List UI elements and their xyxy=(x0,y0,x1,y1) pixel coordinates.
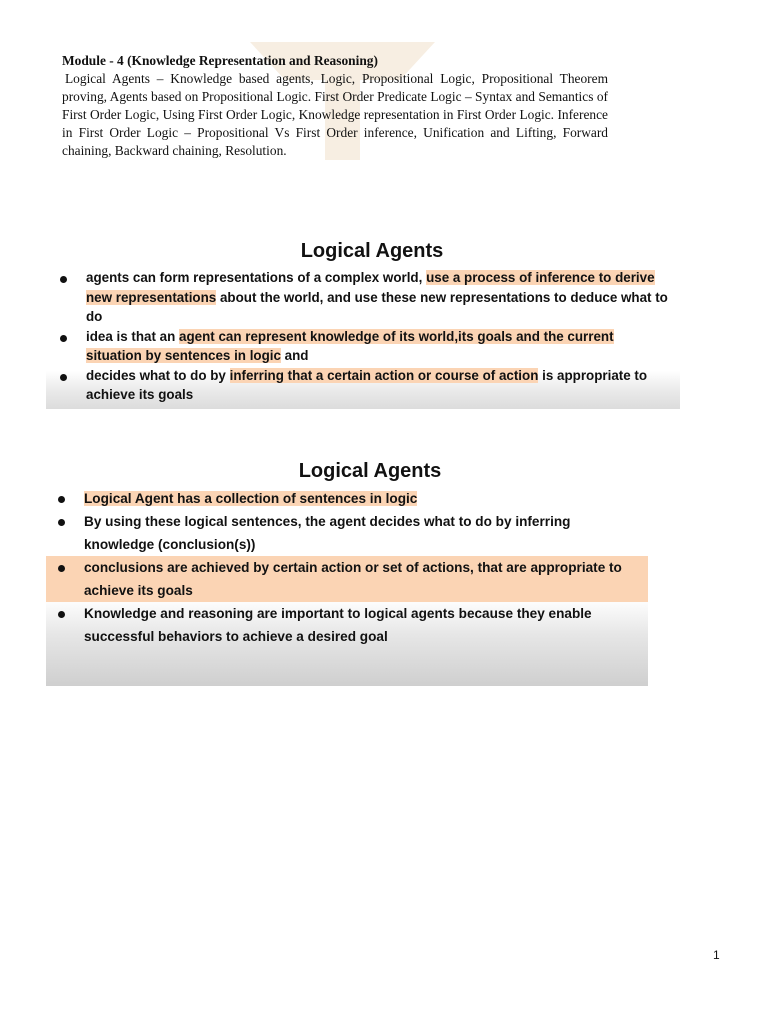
bullet-text: about the world, and use these new representations to deduce what to do xyxy=(86,289,668,324)
bullet-dot-icon xyxy=(58,611,65,618)
bullet-dot-icon xyxy=(58,496,65,503)
bullet-text: Knowledge and reasoning are important to logical agents because they enable successful behaviors to achieve a desired goal xyxy=(84,606,592,644)
bullet-text: is appropriate to achieve its goals xyxy=(86,367,648,402)
slide-logical-agents-1 xyxy=(46,234,680,409)
highlighted-text: Logical Agent has a collection of sentences in logic xyxy=(84,491,418,506)
bullet-item xyxy=(46,487,648,510)
bullet-item xyxy=(46,268,680,327)
bullet-text: and xyxy=(280,348,309,363)
bullet-text: By using these logical sentences, the agent decides what to do by inferring knowledge (conclusion(s)) xyxy=(84,514,571,552)
bullet-list xyxy=(46,268,680,405)
bullet-item xyxy=(46,602,648,648)
bullet-item xyxy=(46,327,680,366)
bullet-dot-icon xyxy=(60,335,67,342)
bullet-dot-icon xyxy=(60,374,67,381)
bullet-item xyxy=(46,510,648,556)
highlighted-text: agent can represent knowledge of its world,its goals and the current situation by sentences in logic xyxy=(86,328,614,363)
bullet-dot-icon xyxy=(58,565,65,572)
bullet-list xyxy=(46,487,648,648)
bullet-text: agents can form representations of a complex world, xyxy=(86,270,427,285)
highlighted-text: use a process of inference to derive new representations xyxy=(86,270,655,305)
bullet-dot-icon xyxy=(58,519,65,526)
module-description: Logical Agents – Knowledge based agents, Logic, Propositional Logic, Propositional Theorem proving, Agents based on Propositional Logic. First Order Predicate Logic – Syntax and Semantics of First Order Logic, Using First Order Logic, Knowledge representation in First Order Logic. Inference in First Order Logic – Propositional Vs First Order inference, Unification and Lifting, Forward chaining, Backward chaining, Resolution. xyxy=(62,71,608,158)
slide-title: Logical Agents xyxy=(298,460,442,482)
highlighted-text: conclusions are achieved by certain action or set of actions, that are appropriate to achieve its goals xyxy=(84,560,622,598)
bullet-item xyxy=(46,366,680,405)
page-number: 1 xyxy=(713,948,720,962)
bullet-text: idea is that an xyxy=(86,328,180,344)
highlighted-text: inferring that a certain action or course of action xyxy=(229,367,539,383)
module-title: Module - 4 (Knowledge Representation and Reasoning) xyxy=(62,53,378,68)
bullet-dot-icon xyxy=(60,276,67,283)
slide-logical-agents-2 xyxy=(46,456,648,686)
slide-title: Logical Agents xyxy=(300,240,444,262)
module-syllabus xyxy=(62,52,608,160)
bullet-item-highlighted xyxy=(46,556,648,602)
bullet-text: decides what to do by xyxy=(86,367,230,383)
